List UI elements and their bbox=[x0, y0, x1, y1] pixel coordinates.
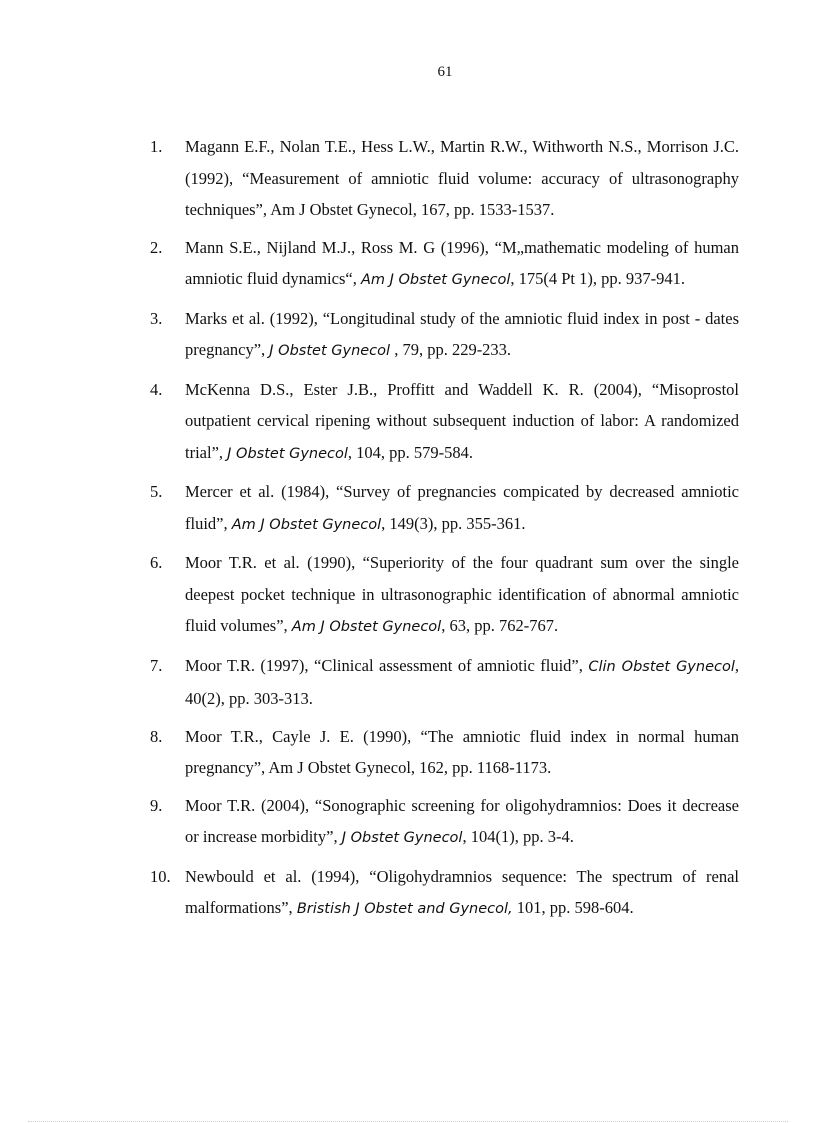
reference-text bbox=[185, 650, 739, 715]
reference-number: 9. bbox=[150, 795, 163, 815]
reference-text bbox=[185, 861, 739, 926]
reference-text bbox=[185, 547, 739, 644]
reference-item bbox=[150, 547, 739, 644]
reference-number: 3. bbox=[150, 308, 163, 328]
reference-item bbox=[150, 303, 739, 368]
reference-number: 4. bbox=[150, 379, 163, 399]
reference-item bbox=[150, 790, 739, 855]
reference-number: 8. bbox=[150, 726, 163, 746]
reference-number: 1. bbox=[150, 137, 163, 156]
reference-segment: Newbould et al. (1994), “Oligohydramnios sequence: The spectrum of renal malformations”, bbox=[185, 866, 739, 917]
journal-title: Am J Obstet Gynecol bbox=[291, 619, 442, 635]
reference-text bbox=[185, 131, 739, 226]
reference-number: 7. bbox=[150, 655, 163, 675]
journal-title: Bristish J Obstet and Gynecol, bbox=[296, 901, 513, 917]
reference-item bbox=[150, 650, 739, 715]
reference-segment: Magann E.F., Nolan T.E., Hess L.W., Martin R.W., Withworth N.S., Morrison J.C. (1992), “Measurement of amniotic fluid volume: accuracy of ultrasonography techniques”, Am J Obstet Gynecol, 167, pp. 1533-1537. bbox=[185, 137, 739, 219]
reference-item bbox=[150, 131, 739, 226]
reference-segment: Moor T.R. (2004), “Sonographic screening for oligohydramnios: Does it decrease or increase morbidity”, bbox=[185, 795, 739, 846]
reference-item bbox=[150, 476, 739, 541]
journal-title: J Obstet Gynecol bbox=[269, 343, 391, 359]
journal-title: Clin Obstet Gynecol bbox=[588, 658, 735, 675]
reference-text bbox=[185, 232, 739, 297]
reference-segment: , 63, pp. 762-767. bbox=[441, 616, 559, 635]
reference-list bbox=[150, 131, 739, 932]
reference-segment: , 40(2), pp. 303-313. bbox=[185, 655, 739, 708]
reference-segment: Moor T.R. (1997), “Clinical assessment of amniotic fluid”, bbox=[185, 655, 589, 675]
reference-segment: , 149(3), pp. 355-361. bbox=[381, 513, 526, 533]
reference-segment: Mann S.E., Nijland M.J., Ross M. G (1996), “M„mathematic modeling of human amniotic fluid dynamics“, bbox=[185, 237, 739, 288]
reference-segment: Marks et al. (1992), “Longitudinal study of the amniotic fluid index in post - dates pregnancy”, bbox=[185, 308, 739, 359]
page-bottom-divider bbox=[28, 1121, 788, 1122]
reference-number: 2. bbox=[150, 237, 163, 257]
journal-title: J Obstet Gynecol bbox=[341, 830, 463, 846]
journal-title: J Obstet Gynecol bbox=[227, 445, 348, 462]
reference-segment: Moor T.R., Cayle J. E. (1990), “The amniotic fluid index in normal human pregnancy”, Am J Obstet Gynecol, 162, pp. 1168-1173. bbox=[185, 726, 739, 777]
reference-item bbox=[150, 374, 739, 471]
reference-segment: , 79, pp. 229-233. bbox=[390, 340, 512, 359]
reference-segment: McKenna D.S., Ester J.B., Proffitt and Waddell K. R. (2004), “Misoprostol outpatient cervical ripening without subsequent induction of labor: A randomized trial”, bbox=[185, 379, 739, 462]
reference-text bbox=[185, 374, 739, 471]
reference-segment: 101, pp. 598-604. bbox=[512, 898, 634, 917]
reference-text bbox=[185, 790, 739, 855]
reference-item bbox=[150, 861, 739, 926]
reference-segment: , 104, pp. 579-584. bbox=[347, 442, 474, 462]
reference-item bbox=[150, 721, 739, 784]
reference-number: 5. bbox=[150, 482, 163, 501]
reference-segment: Moor T.R. et al. (1990), “Superiority of the four quadrant sum over the single deepest pocket technique in ultrasonographic identification of abnormal amniotic fluid volumes”, bbox=[185, 553, 739, 635]
reference-number: 6. bbox=[150, 553, 163, 572]
journal-title: Am J Obstet Gynecol bbox=[360, 272, 511, 288]
journal-title: Am J Obstet Gynecol bbox=[231, 516, 382, 533]
reference-text bbox=[185, 303, 739, 368]
reference-segment: , 104(1), pp. 3-4. bbox=[462, 827, 574, 846]
page-number: 61 bbox=[437, 64, 453, 80]
reference-text bbox=[185, 721, 739, 784]
reference-text bbox=[185, 476, 739, 541]
reference-segment: Mercer et al. (1984), “Survey of pregnancies compicated by decreased amniotic fluid”, bbox=[185, 482, 739, 533]
reference-number: 10. bbox=[150, 866, 171, 886]
reference-item bbox=[150, 232, 739, 297]
reference-segment: , 175(4 Pt 1), pp. 937-941. bbox=[510, 269, 686, 288]
